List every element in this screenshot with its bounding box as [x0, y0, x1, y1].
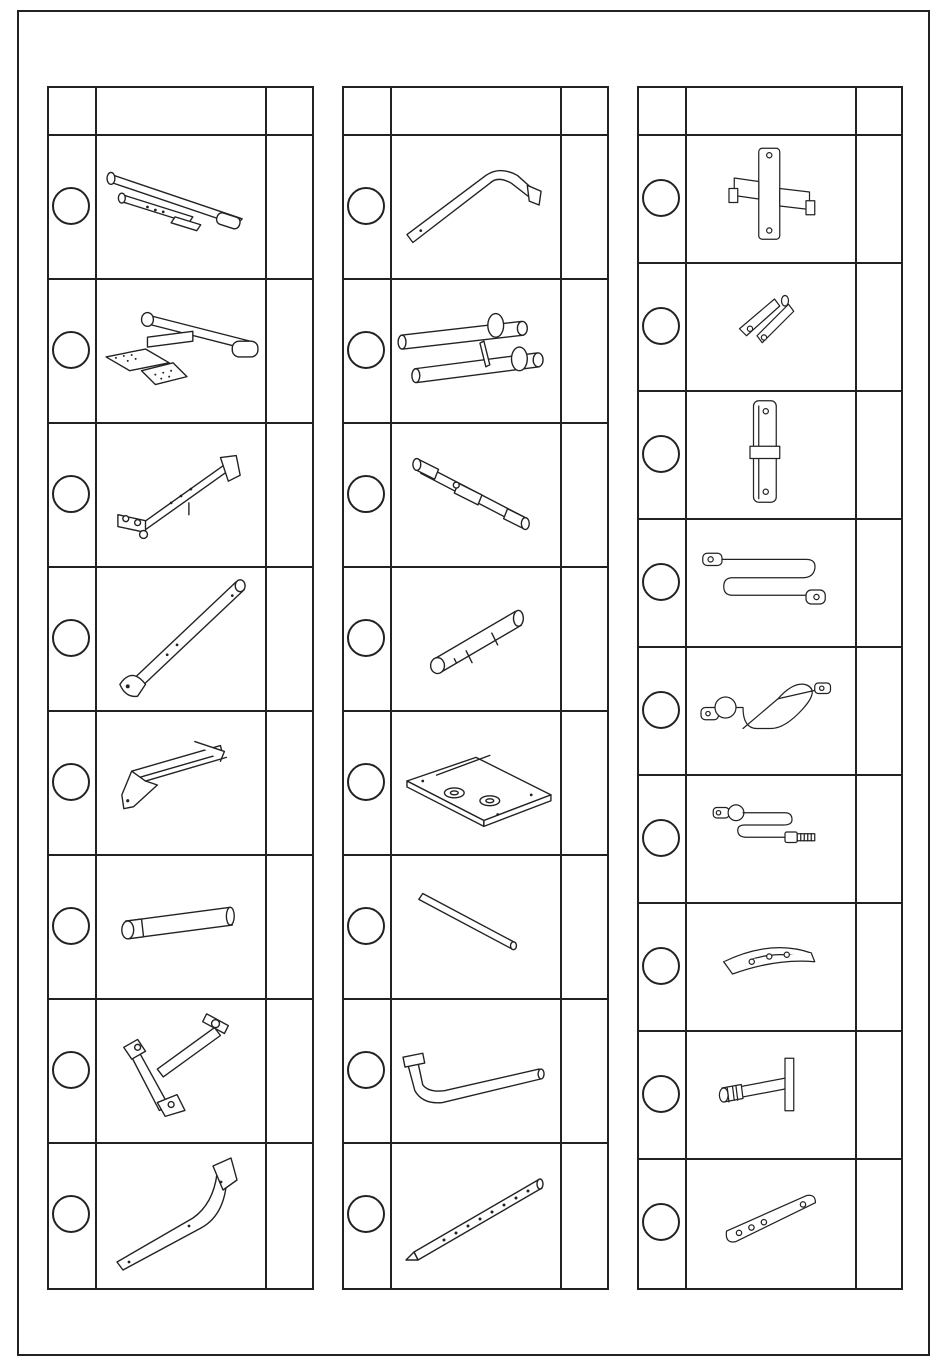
- part-row: [639, 392, 901, 520]
- part-quantity: [267, 712, 312, 854]
- roller-sleeve-icon: [392, 568, 560, 710]
- part-quantity: [562, 136, 607, 278]
- part-number-circle: [52, 187, 90, 225]
- cross-bracket-icon: [687, 136, 855, 262]
- part-quantity: [562, 568, 607, 710]
- cable-with-eyelets-icon: [687, 520, 855, 646]
- part-row: [639, 1160, 901, 1288]
- part-quantity: [857, 1032, 901, 1158]
- part-number-circle: [347, 907, 385, 945]
- curved-plate-icon: [687, 904, 855, 1030]
- part-row: [639, 1032, 901, 1160]
- part-quantity: [267, 280, 312, 422]
- mounting-plate-icon: [392, 712, 560, 854]
- flat-link-plate-icon: [687, 1160, 855, 1288]
- part-quantity: [857, 392, 901, 518]
- header-picture: [392, 88, 560, 134]
- front-base-frame-icon: [97, 136, 265, 278]
- part-quantity: [267, 136, 312, 278]
- part-number-circle: [52, 619, 90, 657]
- part-row: [49, 856, 312, 1000]
- hinge-bracket-icon: [687, 264, 855, 390]
- part-quantity: [857, 1160, 901, 1288]
- part-number-circle: [52, 1051, 90, 1089]
- part-row: [344, 856, 607, 1000]
- part-number-circle: [52, 1195, 90, 1233]
- part-number-circle: [642, 819, 680, 857]
- part-row: [639, 648, 901, 776]
- cable-with-ball-stop-icon: [687, 648, 855, 774]
- weight-post-icon: [687, 1032, 855, 1158]
- part-number-circle: [347, 187, 385, 225]
- part-number-circle: [52, 763, 90, 801]
- part-row: [49, 1144, 312, 1288]
- part-row: [49, 568, 312, 712]
- header-qty: [267, 88, 312, 134]
- table-header: [49, 88, 312, 136]
- part-row: [49, 712, 312, 856]
- part-quantity: [267, 424, 312, 566]
- header-no: [344, 88, 390, 134]
- part-number-circle: [642, 1203, 680, 1241]
- short-tube-icon: [97, 856, 265, 998]
- header-picture: [97, 88, 265, 134]
- part-row: [49, 280, 312, 424]
- part-row: [639, 264, 901, 392]
- part-row: [344, 1000, 607, 1144]
- part-row: [49, 424, 312, 568]
- part-number-circle: [642, 179, 680, 217]
- part-number-circle: [642, 563, 680, 601]
- part-quantity: [857, 904, 901, 1030]
- header-no: [49, 88, 95, 134]
- part-quantity: [562, 280, 607, 422]
- part-row: [49, 1000, 312, 1144]
- seat-bracket-icon: [97, 712, 265, 854]
- header-qty: [857, 88, 901, 134]
- part-row: [49, 136, 312, 280]
- part-row: [344, 136, 607, 280]
- part-quantity: [562, 856, 607, 998]
- seat-support-frame-icon: [97, 424, 265, 566]
- table-header: [639, 88, 901, 136]
- part-quantity: [267, 1144, 312, 1288]
- header-picture: [687, 88, 855, 134]
- part-quantity: [267, 1000, 312, 1142]
- table-header: [344, 88, 607, 136]
- pivot-frame-icon: [97, 1000, 265, 1142]
- parts-table-middle: [342, 86, 609, 1290]
- part-quantity: [267, 568, 312, 710]
- part-row: [639, 520, 901, 648]
- part-quantity: [562, 1144, 607, 1288]
- part-number-circle: [52, 907, 90, 945]
- part-row: [344, 1144, 607, 1288]
- part-number-circle: [347, 763, 385, 801]
- curved-arm-icon: [97, 1144, 265, 1288]
- roller-bar-icon: [392, 424, 560, 566]
- part-number-circle: [642, 307, 680, 345]
- curved-handle-tube-icon: [392, 1000, 560, 1142]
- main-upright-tube-icon: [97, 568, 265, 710]
- part-number-circle: [347, 1051, 385, 1089]
- part-number-circle: [642, 1075, 680, 1113]
- header-qty: [562, 88, 607, 134]
- straight-rod-icon: [392, 856, 560, 998]
- part-quantity: [562, 424, 607, 566]
- header-no: [639, 88, 685, 134]
- part-number-circle: [642, 435, 680, 473]
- parts-table-right: [637, 86, 903, 1290]
- parts-table-left: [47, 86, 314, 1290]
- bent-handle-icon: [392, 136, 560, 278]
- part-number-circle: [347, 475, 385, 513]
- part-quantity: [857, 136, 901, 262]
- part-row: [639, 136, 901, 264]
- part-quantity: [562, 1000, 607, 1142]
- part-row: [344, 712, 607, 856]
- part-row: [639, 904, 901, 1032]
- part-number-circle: [347, 1195, 385, 1233]
- part-quantity: [857, 520, 901, 646]
- part-row: [639, 776, 901, 904]
- part-row: [344, 280, 607, 424]
- part-quantity: [857, 776, 901, 902]
- rear-base-frame-with-plate-icon: [97, 280, 265, 422]
- part-quantity: [857, 648, 901, 774]
- part-row: [344, 424, 607, 568]
- cable-with-threaded-end-icon: [687, 776, 855, 902]
- part-number-circle: [642, 691, 680, 729]
- part-number-circle: [347, 331, 385, 369]
- part-quantity: [562, 712, 607, 854]
- part-quantity: [857, 264, 901, 390]
- part-row: [344, 568, 607, 712]
- part-number-circle: [347, 619, 385, 657]
- double-bracket-icon: [687, 392, 855, 518]
- part-quantity: [267, 856, 312, 998]
- part-number-circle: [52, 331, 90, 369]
- leg-roller-tubes-icon: [392, 280, 560, 422]
- adjustment-bar-icon: [392, 1144, 560, 1288]
- part-number-circle: [642, 947, 680, 985]
- part-number-circle: [52, 475, 90, 513]
